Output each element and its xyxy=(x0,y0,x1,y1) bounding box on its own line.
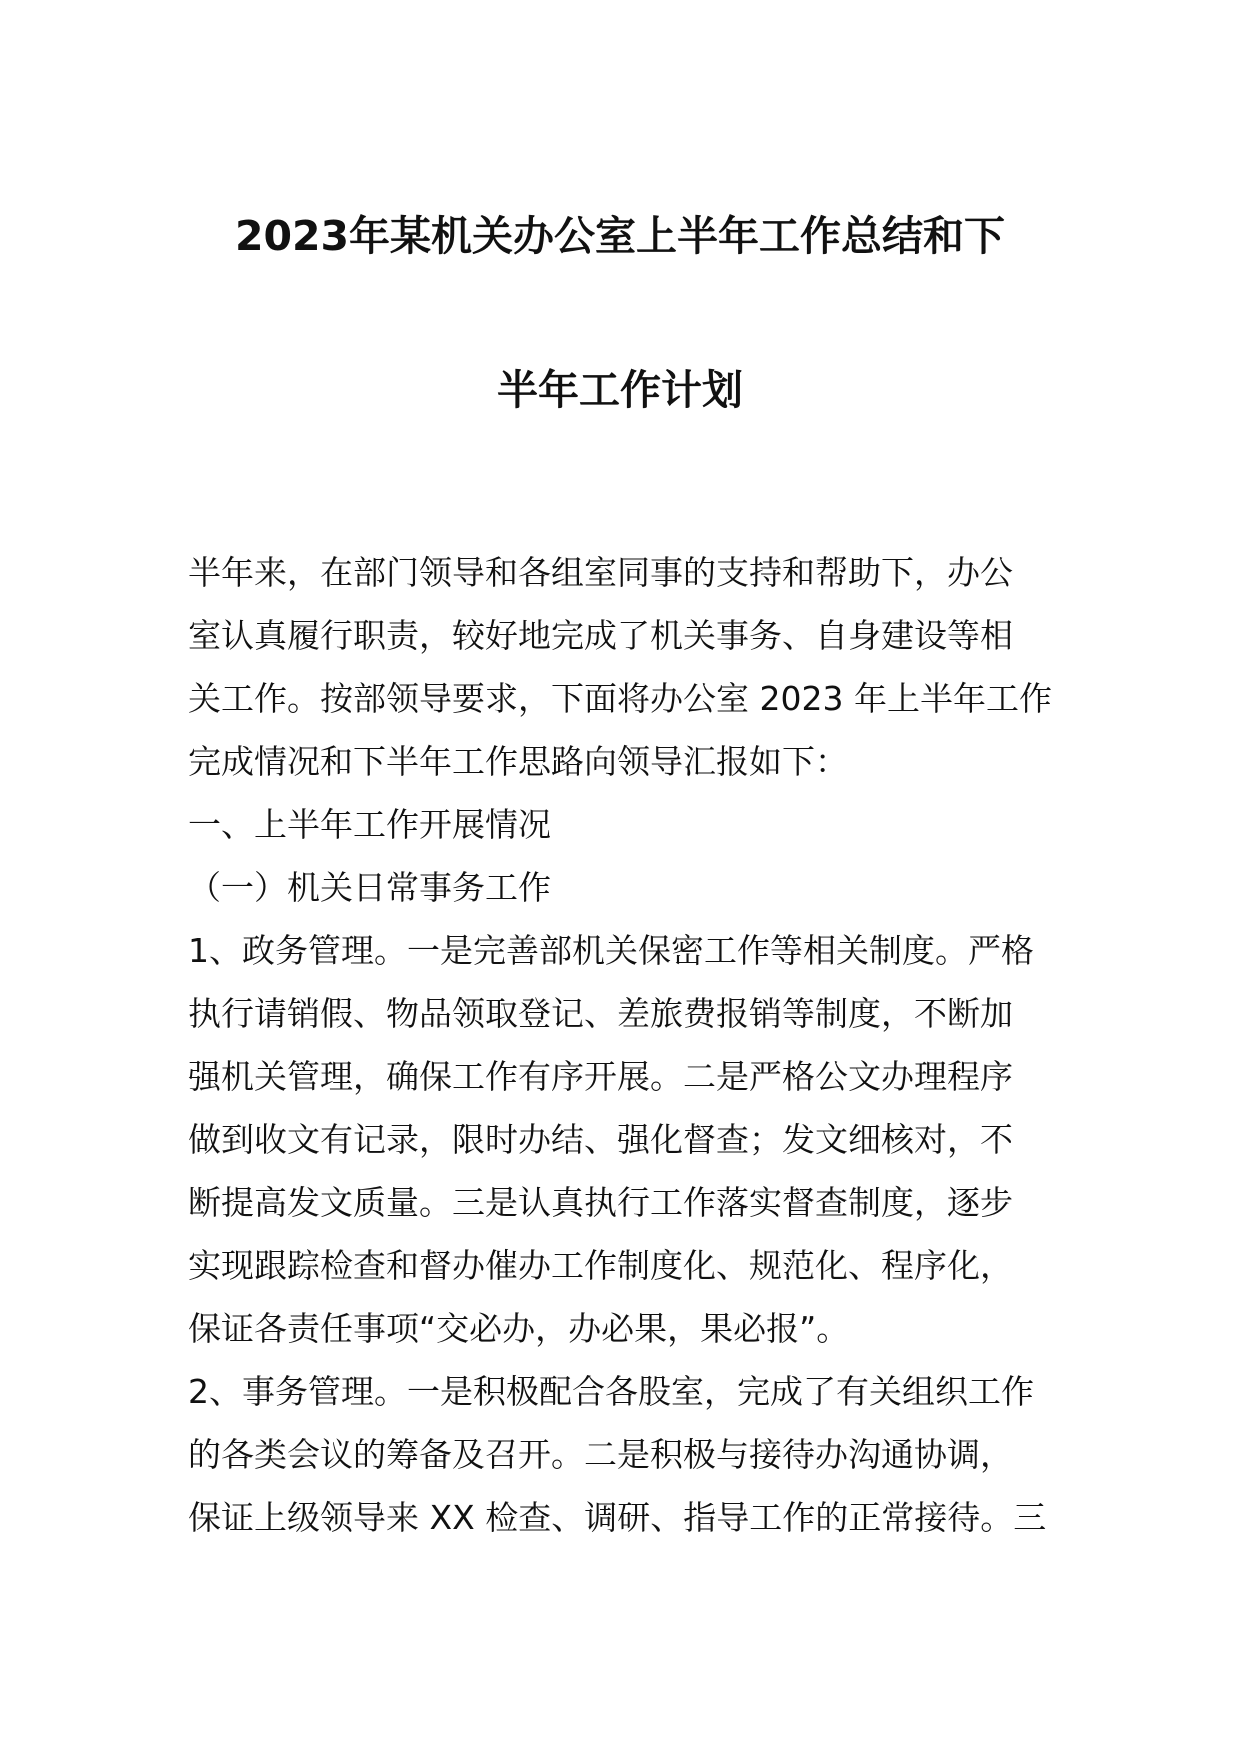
paragraph-line: 完成情况和下半年工作思路向领导汇报如下： xyxy=(188,742,848,781)
paragraph-line: 室认真履行职责，较好地完成了机关事务、自身建设等相 xyxy=(188,616,1013,655)
paragraph-line: 断提高发文质量。三是认真执行工作落实督查制度，逐步 xyxy=(188,1183,1013,1222)
paragraph-line: 2、事务管理。一是积极配合各股室，完成了有关组织工作 xyxy=(188,1372,1034,1411)
paragraph-line: 执行请销假、物品领取登记、差旅费报销等制度，不断加 xyxy=(188,994,1013,1033)
paragraph-line: 的各类会议的筹备及召开。二是积极与接待办沟通协调， xyxy=(188,1435,1013,1474)
paragraph-line: 保证上级领导来 XX 检查、调研、指导工作的正常接待。三 xyxy=(188,1498,1047,1537)
paragraph-line: 实现跟踪检查和督办催办工作制度化、规范化、程序化， xyxy=(188,1246,1013,1285)
paragraph-line: 1、政务管理。一是完善部机关保密工作等相关制度。严格 xyxy=(188,931,1034,970)
subsection-heading: （一）机关日常事务工作 xyxy=(188,868,551,907)
paragraph-line: 半年来，在部门领导和各组室同事的支持和帮助下，办公 xyxy=(188,553,1013,592)
paragraph-line: 关工作。按部领导要求，下面将办公室 2023 年上半年工作 xyxy=(188,679,1052,718)
section-heading: 一、上半年工作开展情况 xyxy=(188,805,551,844)
paragraph-line: 做到收文有记录，限时办结、强化督查；发文细核对，不 xyxy=(188,1120,1013,1159)
paragraph-line: 保证各责任事项“交必办，办必果，果必报”。 xyxy=(188,1309,850,1348)
document-title-line-2: 半年工作计划 xyxy=(497,366,743,414)
paragraph-line: 强机关管理，确保工作有序开展。二是严格公文办理程序 xyxy=(188,1057,1013,1096)
document-title-line-1: 2023年某机关办公室上半年工作总结和下 xyxy=(234,212,1006,260)
